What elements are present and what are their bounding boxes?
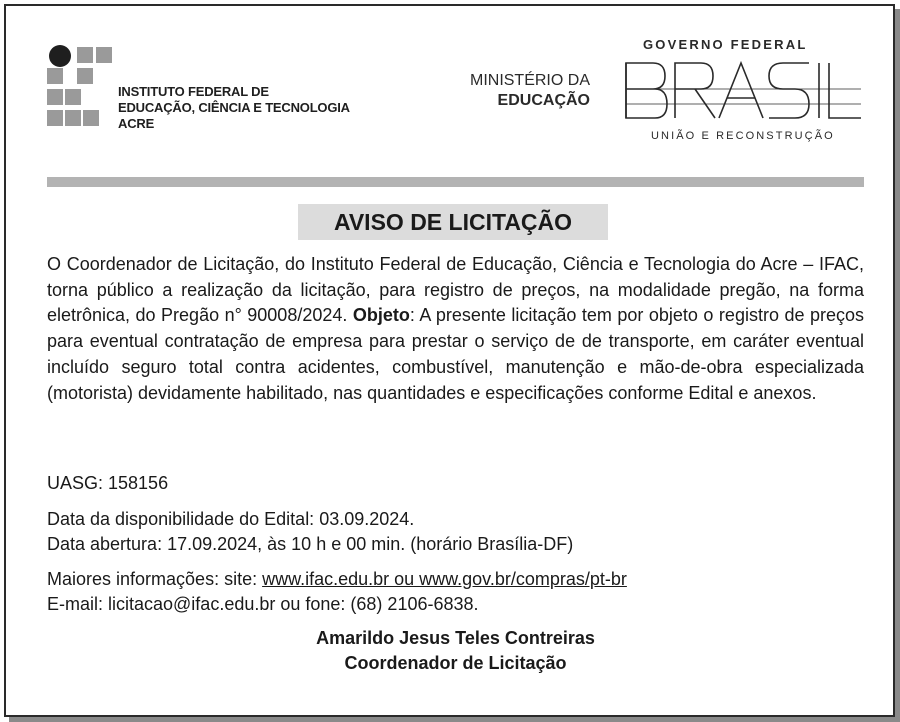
info-prefix: Maiores informações: site:	[47, 569, 263, 589]
institute-line-3: ACRE	[118, 116, 155, 131]
header-divider	[47, 177, 864, 187]
opening-date: Data abertura: 17.09.2024, às 10 h e 00 min. (horário Brasília-DF)	[47, 533, 574, 554]
government-title: GOVERNO FEDERAL	[643, 37, 808, 52]
info-line	[47, 567, 627, 592]
ministry-line-2: EDUCAÇÃO	[497, 92, 590, 109]
signature-block	[47, 626, 864, 676]
ministry-label	[440, 71, 590, 111]
government-slogan: UNIÃO E RECONSTRUÇÃO	[651, 130, 835, 142]
info-links[interactable]: www.ifac.edu.br ou www.gov.br/compras/pt-br	[262, 569, 627, 589]
info-block	[47, 567, 627, 616]
signatory-role: Coordenador de Licitação	[344, 653, 567, 673]
ministry-line-1: MINISTÉRIO DA	[469, 72, 590, 89]
notice-body	[47, 252, 864, 406]
ifac-logo	[42, 42, 114, 136]
notice-paragraph	[47, 252, 864, 406]
institute-line-1: INSTITUTO FEDERAL DE	[118, 84, 269, 99]
paragraph-intro: O Coordenador de Licitação, do Instituto Federal de Educação, Ciência e Tecnologia do Acre – IFAC, torna público a realização da licitação, para registro de preços, na modalidade pregão, na forma eletrônica, do Pregão n° 90008/2024.	[47, 254, 864, 326]
availability-date: Data da disponibilidade do Edital: 03.09.2024.	[47, 509, 415, 529]
brasil-logo	[623, 60, 863, 122]
institute-line-2: EDUCAÇÃO, CIÊNCIA E TECNOLOGIA	[118, 100, 350, 115]
object-label: Objeto	[352, 305, 410, 326]
contact-line: E-mail: licitacao@ifac.edu.br ou fone: (68) 2106-6838.	[47, 593, 479, 614]
signatory-name: Amarildo Jesus Teles Contreiras	[316, 628, 595, 648]
institute-name	[118, 84, 350, 132]
notice-title: AVISO DE LICITAÇÃO	[298, 204, 608, 240]
dates-block	[47, 507, 573, 556]
paragraph-object: : A presente licitação tem por objeto o registro de preços para eventual contratação de empresa para prestar o serviço de de transporte, em caráter eventual incluído seguro total contra acidentes, combustível, manutenção e mão-de-obra especializada (motorista) devidamente habilitado, nas quantidades e especificações conforme Edital e anexos.	[47, 305, 864, 403]
uasg-code: UASG: 158156	[47, 473, 169, 493]
